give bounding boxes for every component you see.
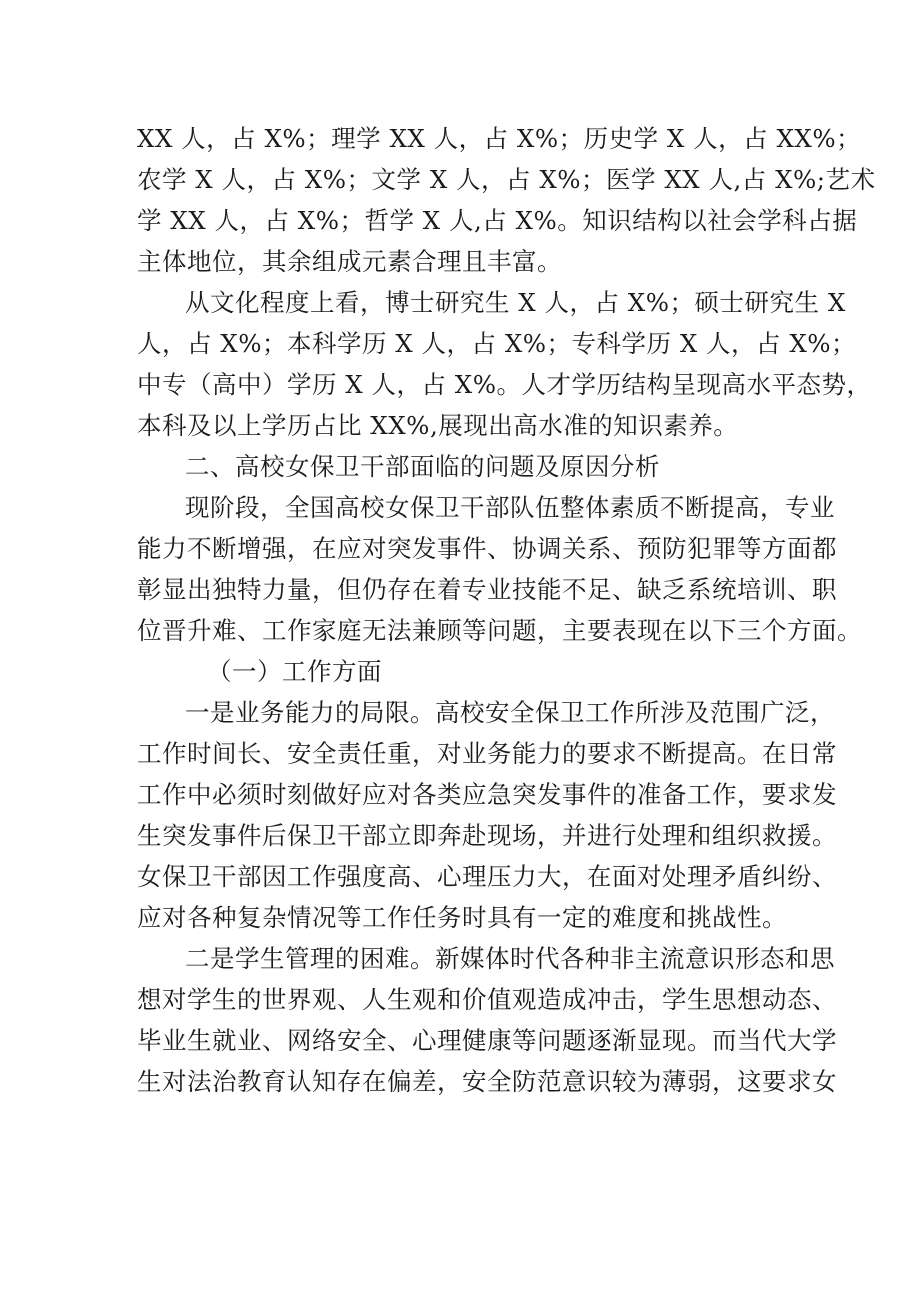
- text-line: 人，占 X%；本科学历 X 人，占 X%；专科学历 X 人，占 X%；: [137, 329, 857, 358]
- section-heading: [137, 446, 797, 487]
- text-line: 本科及以上学历占比 XX%,展现出高水准的知识素养。: [137, 411, 739, 440]
- paragraph: [137, 282, 872, 446]
- text-line: 毕业生就业、网络安全、心理健康等问题逐渐显现。而当代大学: [137, 1026, 837, 1055]
- text-line: 现阶段，全国高校女保卫干部队伍整体素质不断提高，专业: [185, 493, 835, 522]
- text-line: 生突发事件后保卫干部立即奔赴现场，并进行处理和组织救援。: [137, 821, 837, 850]
- paragraph: [137, 938, 837, 1102]
- paragraph: [137, 118, 876, 282]
- text-line: 一是业务能力的局限。高校安全保卫工作所涉及范围广泛，: [185, 698, 835, 727]
- document-body: [137, 118, 876, 1102]
- text-line: 工作中必须时刻做好应对各类应急突发事件的准备工作，要求发: [137, 780, 837, 809]
- text-line: 中专（高中）学历 X 人，占 X%。人才学历结构呈现高水平态势，: [137, 370, 872, 399]
- text-line: 女保卫干部因工作强度高、心理压力大，在面对处理矛盾纠纷、: [137, 862, 837, 891]
- text-line: 应对各种复杂情况等工作任务时具有一定的难度和挑战性。: [137, 903, 787, 932]
- paragraph: [137, 692, 837, 938]
- text-line: 彰显出独特力量，但仍存在着专业技能不足、缺乏系统培训、职: [137, 575, 837, 604]
- text-line: 学 XX 人，占 X%；哲学 X 人,占 X%。知识结构以社会学科占据: [137, 206, 858, 235]
- text-line: 想对学生的世界观、人生观和价值观造成冲击，学生思想动态、: [137, 985, 837, 1014]
- text-line: 二是学生管理的困难。新媒体时代各种非主流意识形态和思: [185, 944, 835, 973]
- text-line: 主体地位，其余组成元素合理且丰富。: [137, 247, 562, 276]
- text-line: 生对法治教育认知存在偏差，安全防范意识较为薄弱，这要求女: [137, 1067, 837, 1096]
- heading-text: （一）工作方面: [207, 657, 382, 686]
- text-line: 农学 X 人，占 X%；文学 X 人，占 X%；医学 XX 人,占 X%;艺术: [137, 165, 876, 194]
- paragraph: [137, 487, 862, 651]
- text-line: 从文化程度上看，博士研究生 X 人，占 X%；硕士研究生 X: [185, 288, 846, 317]
- subsection-heading: [137, 651, 797, 692]
- text-line: 能力不断增强，在应对突发事件、协调关系、预防犯罪等方面都: [137, 534, 837, 563]
- text-line: 工作时间长、安全责任重，对业务能力的要求不断提高。在日常: [137, 739, 837, 768]
- text-line: XX 人，占 X%；理学 XX 人，占 X%；历史学 X 人，占 XX%；: [137, 124, 862, 153]
- text-line: 位晋升难、工作家庭无法兼顾等问题，主要表现在以下三个方面。: [137, 616, 862, 645]
- heading-text: 二、高校女保卫干部面临的问题及原因分析: [185, 452, 660, 481]
